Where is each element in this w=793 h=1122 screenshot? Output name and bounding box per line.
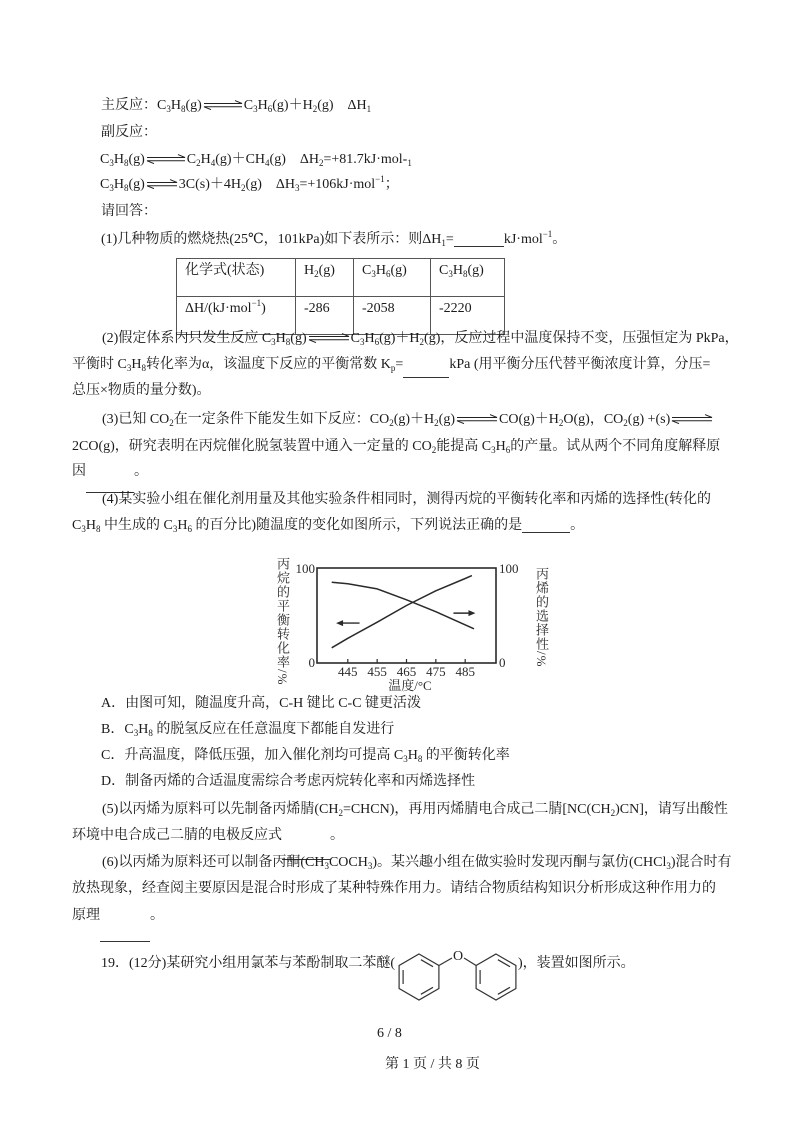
superscript: −1 <box>542 229 553 239</box>
x-axis-label: 温度/°C <box>388 678 432 693</box>
answer-blank <box>100 927 150 942</box>
question-2-line-3: 总压×物质的量分数)。 <box>72 383 211 398</box>
subscript: 3 <box>81 524 86 534</box>
subscript: 8 <box>462 269 468 279</box>
x-tick-label: 475 <box>426 664 446 679</box>
main-reaction: 主反应：$C_3H_8(g)$ $C_3H_6(g)+H_2(g)$ $\Delta H_1$ <box>101 98 372 114</box>
answer-blank <box>403 363 449 378</box>
table-cell: -286 <box>296 297 354 335</box>
spacer <box>262 187 276 188</box>
question-3-line-1: (3)已知 $CO_2$在一定条件下能发生如下反应：$CO_2(g)+H_2(g)$ $CO(g)+H_2O(g)$，$CO_2(g) +(s)$ <box>102 410 714 430</box>
subscript: 2 <box>419 337 425 347</box>
subscript: 2 <box>169 418 174 428</box>
subscript: 4 <box>265 158 270 168</box>
x-tick-label: 485 <box>455 664 475 679</box>
subscript: 2 <box>196 158 201 168</box>
subscript: 3 <box>324 861 329 871</box>
question-19-text: 19．(12分)某研究小组用氯苯与苯酚制取二苯醚( <box>101 956 395 971</box>
superscript: −1 <box>375 174 385 184</box>
oxygen-atom-label: O <box>452 949 464 964</box>
arrow-right-icon <box>453 610 475 616</box>
subscript: 6 <box>505 445 511 455</box>
subscript: 8 <box>285 337 291 347</box>
subscript: 3 <box>403 754 408 764</box>
x-tick-label: 445 <box>338 664 358 679</box>
subscript: 2 <box>431 445 437 455</box>
question-5-line-2: 环境中电合成己二腈的电极反应式 。 <box>72 826 344 846</box>
table-cell: -2220 <box>431 297 505 335</box>
equilibrium-arrow-icon <box>671 414 713 424</box>
subscript: 3 <box>126 363 132 373</box>
side-reaction-2: $C_3H_8(g)$ $3C(s)+4H_2(g)$ $\Delta H_3=+106kJ\cdot mol^{-1}$； <box>100 174 399 193</box>
subscript: 6 <box>374 337 380 347</box>
y-axis-label-right: 丙烯的选择性/% <box>534 567 549 668</box>
question-6-line-1: (6)以丙烯为原料还可以制备丙酮$(CH_3COCH_3)$。某兴趣小组在做实验时发现丙酮与氯仿(CHCl$_3$)混合时有 <box>102 855 732 871</box>
subscript: 8 <box>148 728 153 738</box>
table-header-cell: $C_3H_6(g)$ <box>354 259 431 297</box>
side-reaction-label: 副反应： <box>101 125 157 140</box>
option-c: C．升高温度，降低压强，加入催化剂均可提高 $C_3H_8$ 的平衡转化率 <box>101 748 510 764</box>
subscript: 8 <box>417 754 423 764</box>
subscript: 3 <box>371 269 376 279</box>
subscript: 6 <box>267 104 273 114</box>
equilibrium-arrow-icon <box>308 333 350 343</box>
x-tick-label: 465 <box>396 664 417 679</box>
subscript: 2 <box>338 808 343 818</box>
equilibrium-arrow-icon <box>146 154 186 164</box>
answer-blank <box>454 232 504 247</box>
combustion-heat-table <box>176 258 505 335</box>
series-lines <box>332 576 474 648</box>
subscript: 2 <box>558 418 564 428</box>
conversion-selectivity-chart <box>270 555 560 700</box>
y-tick-label-right-max: 100 <box>499 561 519 576</box>
subscript: 2 <box>319 158 324 168</box>
subscript: 3 <box>666 861 671 871</box>
question-5-line-1: (5)以丙烯为原料可以先制备丙烯腈$(CH_2=CHCN)$，再用丙烯腈电合成己二腈$[NC(CH_2)CN]$，请写出酸性 <box>102 802 728 818</box>
subscript: 4 <box>210 158 216 168</box>
answer-prompt: 请回答： <box>101 204 157 219</box>
question-4-line-2: $C_3H_8$ 中生成的 $C_3H_6$ 的百分比)随温度的变化如图所示，下列说法正确的是 。 <box>72 518 585 534</box>
subscript: 2 <box>241 183 246 193</box>
question-1-text: (1)几种物质的燃烧热(25℃，101kPa)如下表所示：则$\Delta H_1= kJ\cdot mol^{-1}$。 <box>101 229 567 248</box>
subscript: 8 <box>95 524 101 534</box>
subscript: 3 <box>109 183 114 193</box>
subscript: 3 <box>271 337 276 347</box>
answer-blank <box>522 518 570 533</box>
table-cell: -2058 <box>354 297 431 335</box>
subscript: 3 <box>172 524 178 534</box>
y-tick-label-left-min: 0 <box>308 655 315 670</box>
question-6-line-3: 原理 。 <box>72 906 164 926</box>
subscript: 2 <box>314 269 319 279</box>
question-3-line-3: 因 。 <box>72 462 148 482</box>
table-header-row <box>177 259 505 297</box>
subscript: 2 <box>610 808 616 818</box>
question-4-line-1: (4)某实验小组在催化剂用量及其他实验条件相同时，测得丙烷的平衡转化率和丙烯的选择性(转化的 <box>102 492 711 507</box>
question-2-line-1: (2)假定体系内只发生反应 $C_3H_8(g)$ $C_3H_6(g)+H_2(g)$，反应过程中温度保持不变，压强恒定为 PkPa， <box>102 331 739 347</box>
table-header-cell: $C_3H_8(g)$ <box>431 259 505 297</box>
question-3-line-2: 2CO(g)，研究表明在丙烷催化脱氢装置中通入一定量的 $CO_2$能提高 $C_3H_6$的产量。试从两个不同角度解释原 <box>72 439 721 455</box>
subscript: 8 <box>141 363 146 373</box>
subscript: p <box>390 363 396 373</box>
option-b: B．$C_3H_8$ 的脱氢反应在任意温度下都能自发进行 <box>101 722 395 738</box>
subscript: 3 <box>448 269 453 279</box>
subscript: 1 <box>441 238 446 248</box>
subscript: 6 <box>187 524 192 534</box>
arrow-left-icon <box>336 620 359 626</box>
page-fraction: 6 / 8 <box>377 1026 402 1041</box>
table-header-cell: 化学式(状态) <box>177 259 296 297</box>
subscript: 2 <box>312 104 318 114</box>
subscript: 2 <box>389 418 394 428</box>
spacer <box>334 108 348 109</box>
subscript: 8 <box>180 104 186 114</box>
subscript: 2 <box>434 418 439 428</box>
series-line <box>332 582 474 629</box>
equilibrium-arrow-icon <box>203 100 243 110</box>
table-cell: ΔH/(kJ·mol$^{-1}$) <box>177 297 296 335</box>
side-reaction-1: $C_3H_8(g)$ $C_2H_4(g)+CH_4(g)$ $\Delta H_2=+81.7kJ\cdot mol-_1$ <box>100 152 412 168</box>
subscript: 3 <box>166 104 171 114</box>
subscript: 3 <box>294 183 300 193</box>
option-d: D．制备丙烯的合适温度需综合考虑丙烷转化率和丙烯选择性 <box>101 774 476 789</box>
subscript: 3 <box>367 861 373 871</box>
page-number-label: 第 1 页 / 共 8 页 <box>385 1057 480 1072</box>
equilibrium-arrow-icon <box>146 179 178 189</box>
subscript: 3 <box>491 445 496 455</box>
diphenyl-ether-structure-icon <box>390 945 525 1007</box>
subscript: 6 <box>385 269 391 279</box>
subscript: 3 <box>133 728 139 738</box>
y-tick-label-left-max: 100 <box>295 561 315 576</box>
axis-indicator-arrows <box>336 610 475 626</box>
subscript: 1 <box>366 104 372 114</box>
subscript: 3 <box>359 337 365 347</box>
subscript: 8 <box>123 183 129 193</box>
subscript: 2 <box>623 418 628 428</box>
subscript: 8 <box>123 158 129 168</box>
y-tick-label-right-min: 0 <box>499 655 506 670</box>
subscript: 3 <box>109 158 114 168</box>
table-header-cell: $H_2(g)$ <box>296 259 354 297</box>
question-19-text-end: )，装置如图所示。 <box>518 956 635 971</box>
spacer <box>286 162 300 163</box>
x-tick-label: 455 <box>367 664 387 679</box>
superscript: −1 <box>251 298 262 308</box>
option-a: A．由图可知，随温度升高，C-H 键比 C-C 键更活泼 <box>101 696 422 711</box>
y-axis-label-left: 丙烷的平衡转化率/% <box>275 557 290 686</box>
series-line <box>332 576 472 648</box>
question-2-line-2: 平衡时 $C_3H_8$转化率为α，该温度下反应的平衡常数 $K_p=$ kPa (用平衡分压代替平衡浓度计算，分压= <box>72 355 710 375</box>
question-6-line-2: 放热现象，经查阅主要原因是混合时形成了某种特殊作用力。请结合物质结构知识分析形成这种作用力的 <box>72 881 716 896</box>
equilibrium-arrow-icon <box>456 414 498 424</box>
subscript: 3 <box>253 104 258 114</box>
subscript: 1 <box>407 158 412 168</box>
